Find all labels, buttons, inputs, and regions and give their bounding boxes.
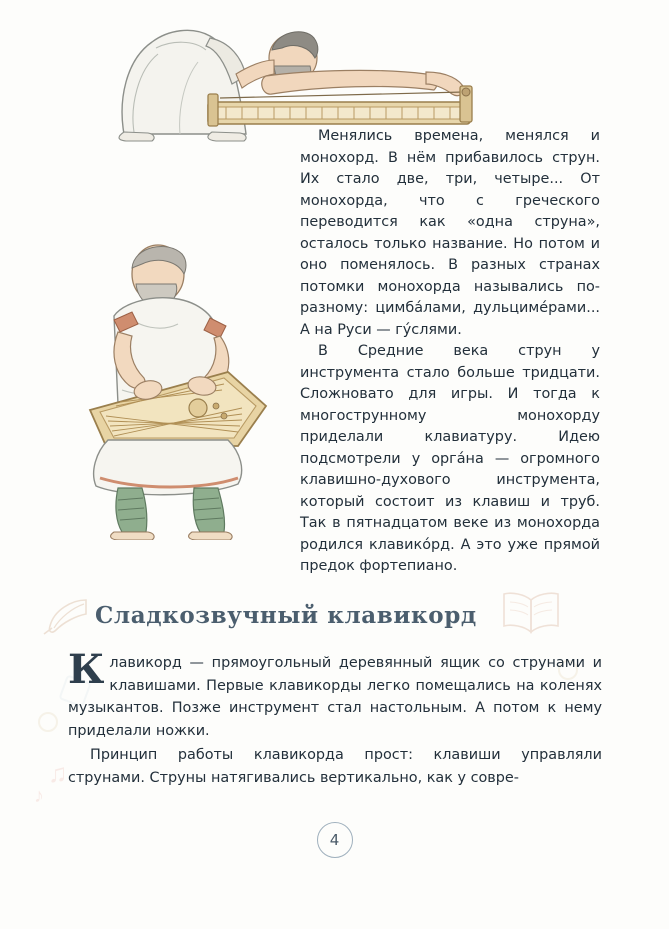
page-title: Сладкозвучный клавикорд <box>95 602 477 629</box>
paragraph-clavichord-description-text: лавикорд — прямоугольный деревянный ящик со струнами и клавишами. Первые клавикорды легко помещались на коленях музыкантов. Позже инструмент стал настольным. А потом к нему приделали ножки. <box>68 655 602 739</box>
circle-icon <box>38 712 58 732</box>
music-note-icon: ♪ <box>34 785 44 807</box>
paragraph-clavichord-description <box>68 646 602 742</box>
paragraph-clavichord-mechanics: Принцип работы клавикорда прост: клавиши управляли струнами. Струны натягивались вертикально, как у совре- <box>68 747 602 786</box>
page-number <box>317 822 353 858</box>
paragraph-monochord-history: Менялись времена, менялся и монохорд. В нём прибавилось струн. Их стало две, три, четыре... От монохорда, что с греческого переводится как «одна струна», осталось только название. Но потом и оно поменялось. В разных странах потомки монохорда назывались по-разному: цимба́лами, дульциме́рами... А на Руси — гу́слями. <box>300 128 600 338</box>
paragraph-clavichord-origin: В Средние века струн у инструмента стало больше тридцати. Сложновато для игры. И тогда к многострунному монохорду приделали клавиатуру. Идею подсмотрели у орга́на — огромного клавишно-духового инструмента, который состоит из клавиш и труб. Так в пятнадцатом веке из монохорда родился клавико́рд. А это уже прямой предок фортепиано. <box>300 343 600 574</box>
dropcap-letter: К <box>68 646 105 693</box>
section-body-text <box>68 646 602 789</box>
body-text-column <box>300 126 600 578</box>
music-note-icon: ♫ <box>48 758 68 788</box>
illustration-man-with-monochord <box>60 14 480 144</box>
feather-icon <box>42 596 90 636</box>
page-number-value: 4 <box>329 831 340 849</box>
open-book-icon <box>498 586 564 636</box>
illustration-man-with-psaltery <box>52 240 332 540</box>
